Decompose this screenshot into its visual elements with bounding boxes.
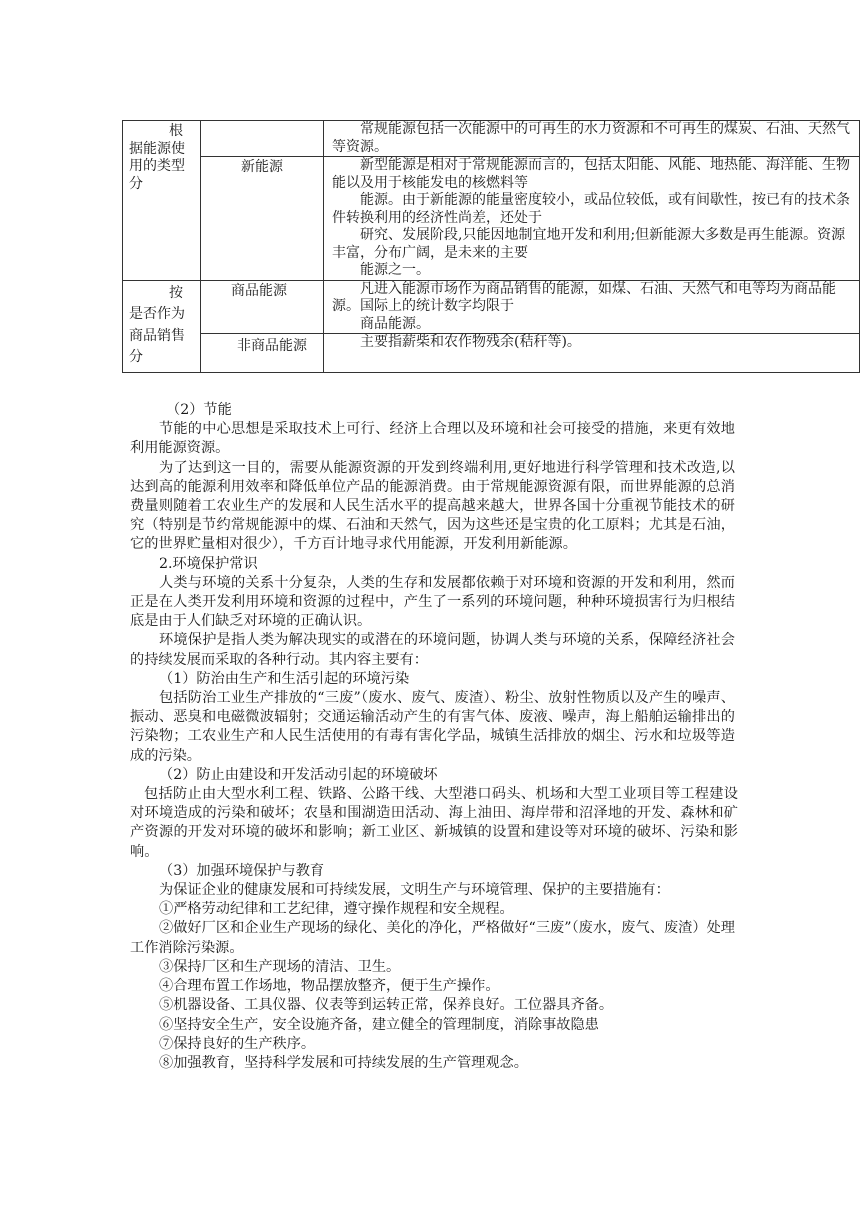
row-label-commodity-energy: 商品能源 xyxy=(201,280,324,334)
table-row xyxy=(123,157,860,281)
section-heading: 2.环境保护常识 xyxy=(159,555,258,572)
paragraph: 包括防止由大型水利工程、铁路、公路干线、大型港口码头、机场和大型工业项目等工程建设对环境造成的污染和破坏；农垦和围湖造田活动、海上油田、海岸带和沼泽地的开发、森林和矿产资源的开发对环境的破坏和影响；新工业区、新城镇的设置和建设等对环境的破坏、污染和影响。 xyxy=(130,786,738,860)
table-paragraph: 新型能源是相对于常规能源而言的，包括太阳能、风能、地热能、海洋能、生物能以及用于核能发电的核燃料等 xyxy=(332,157,850,191)
paragraph: 包括防治工业生产排放的“三废”（废水、废气、废渣）、粉尘、放射性物质以及产生的噪声、振动、恶臭和电磁微波辐射；交通运输活动产生的有害气体、废液、噪声，海上船舶运输排出的污染物；工农业生产和人民生活使用的有毒有害化学品，城镇生活排放的烟尘、污水和垃圾等造成的污染。 xyxy=(130,690,735,764)
table-row xyxy=(123,280,860,334)
row-content-new-energy xyxy=(324,157,860,281)
list-item: ⑥坚持安全生产，安全设施齐备，建立健全的管理制度，消除事故隐患 xyxy=(159,1016,599,1033)
list-item: ④合理布置工作场地，物品摆放整齐，便于生产操作。 xyxy=(159,978,500,995)
paragraph: 为了达到这一目的，需要从能源资源的开发到终端利用,更好地进行科学管理和技术改造,以达到高的能源利用效率和降低单位产品的能源消费。由于常规能源资源有限，而世界能源的总消费量则随着工农业生产的发展和人民生活水平的提高越来越大，世界各国十分重视节能技术的研究（特别是节约常规能源中的煤、石油和天然气，因为这些还是宝贵的化工原料；尤其是石油，它的世界贮量相对很少），千方百计地寻求代用能源，开发利用新能源。 xyxy=(130,459,735,553)
energy-classification-table xyxy=(122,120,860,373)
list-item: ⑦保持良好的生产秩序。 xyxy=(159,1035,316,1052)
paragraph: 人类与环境的关系十分复杂，人类的生存和发展都依赖于对环境和资源的开发和利用，然而正是在人类开发利用环境和资源的过程中，产生了一系列的环境问题，种种环境损害行为归根结底是由于人们缺乏对环境的正确认识。 xyxy=(130,574,735,630)
row-label-non-commodity-energy: 非商品能源 xyxy=(201,334,324,373)
row-content-commodity-energy xyxy=(324,280,860,334)
row-label-new-energy: 新能源 xyxy=(201,157,324,281)
table-paragraph: 凡进入能源市场作为商品销售的能源，如煤、石油、天然气和电等均为商品能源。国际上的统计数字均限于 xyxy=(332,280,836,314)
section-heading: （2）节能 xyxy=(166,402,232,418)
row-label-empty xyxy=(201,121,324,157)
list-item: ③保持厂区和生产现场的清洁、卫生。 xyxy=(159,958,401,975)
table-paragraph: 主要指薪柴和农作物残余(秸秆等)。 xyxy=(360,334,581,350)
list-item: ②做好厂区和企业生产现场的绿化、美化的净化，严格做好“三废”（废水，废气、废渣）处理工作消除污染源。 xyxy=(130,920,735,956)
list-item: ⑤机器设备、工具仪器、仪表等到运转正常，保养良好。工位器具齐备。 xyxy=(159,997,614,1014)
paragraph: 节能的中心思想是采取技术上可行、经济上合理以及环境和社会可接受的措施，来更有效地利用能源资源。 xyxy=(130,421,735,457)
group-label-commodity: 按是否作为商品销售分 xyxy=(123,280,201,373)
list-item: ①严格劳动纪律和工艺纪律，遵守操作规程和安全规程。 xyxy=(159,901,514,918)
row-content-non-commodity-energy xyxy=(324,334,860,373)
table-paragraph: 商品能源。 xyxy=(360,315,430,332)
table-row xyxy=(123,121,860,157)
body-text xyxy=(130,401,738,1073)
table-paragraph: 常规能源包括一次能源中的可再生的水力资源和不可再生的煤炭、石油、天然气等资源。 xyxy=(332,121,850,155)
table-paragraph: 研究、发展阶段,只能因地制宜地开发和利用;但新能源大多数是再生能源。资源丰富，分布广阔，是未来的主要 xyxy=(332,227,846,261)
group-label-usage-type: 根据能源使用的类型分 xyxy=(123,121,201,281)
row-content-conventional xyxy=(324,121,860,157)
table-row xyxy=(123,334,860,373)
paragraph: 环境保护是指人类为解决现实的或潜在的环境问题，协调人类与环境的关系，保障经济社会的持续发展而采取的各种行动。其内容主要有： xyxy=(130,632,735,668)
list-item: ⑧加强教育，坚持科学发展和可持续发展的生产管理观念。 xyxy=(159,1054,528,1071)
section-heading: （3）加强环境保护与教育 xyxy=(159,862,325,879)
table-paragraph: 能源。由于新能源的能量密度较小，或品位较低，或有间歇性，按已有的技术条件转换利用的经济性尚差，还处于 xyxy=(332,192,850,226)
section-heading: （2）防止由建设和开发活动引起的环境破坏 xyxy=(159,766,438,783)
table-paragraph: 能源之一。 xyxy=(360,262,430,278)
paragraph: 为保证企业的健康发展和可持续发展，文明生产与环境管理、保护的主要措施有： xyxy=(159,882,670,899)
section-heading: （1）防治由生产和生活引起的环境污染 xyxy=(159,670,410,687)
